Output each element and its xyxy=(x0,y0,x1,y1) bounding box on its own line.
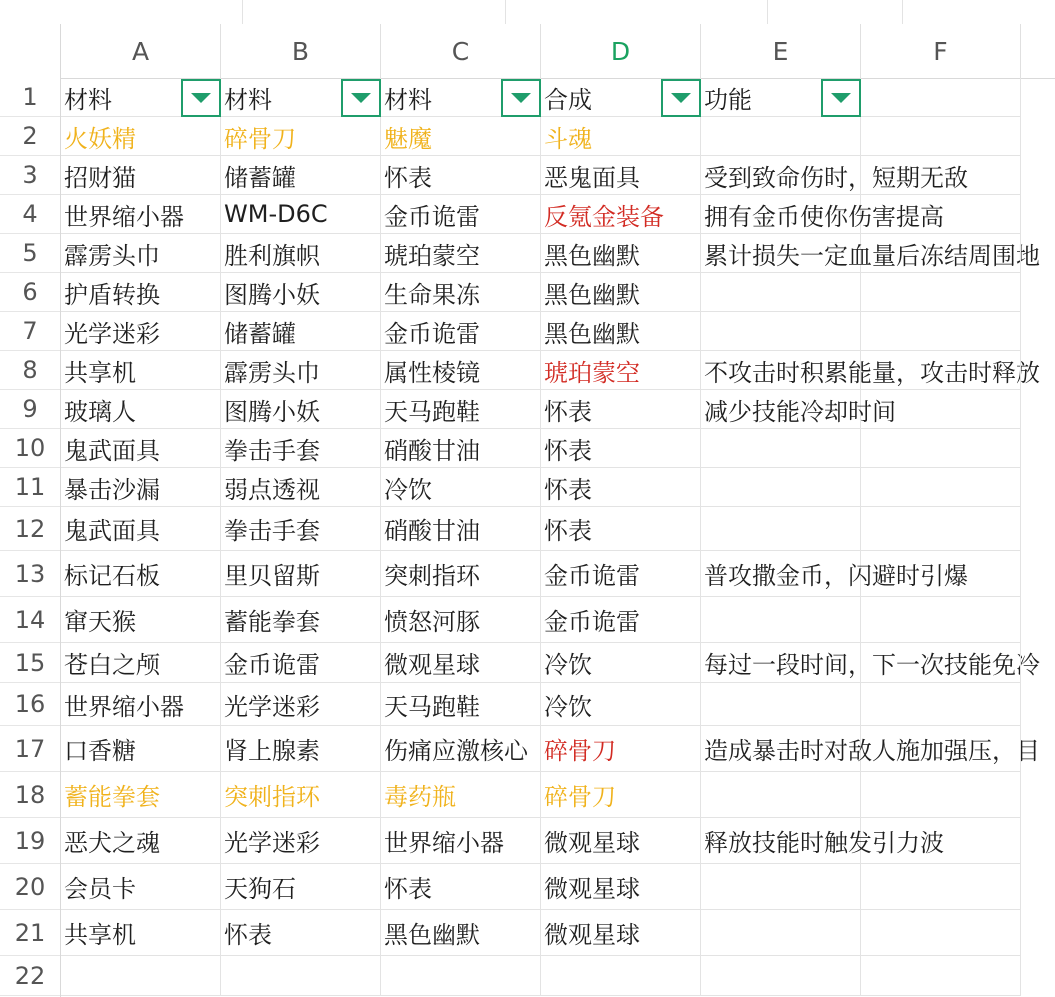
cell-c13[interactable]: 突刺指环 xyxy=(381,551,541,597)
cell-c16[interactable]: 天马跑鞋 xyxy=(381,683,541,726)
cell-a9[interactable]: 玻璃人 xyxy=(61,390,221,429)
cell-d15[interactable]: 冷饮 xyxy=(541,643,701,683)
column-header-a[interactable]: A xyxy=(61,24,221,78)
row-header[interactable]: 20 xyxy=(0,864,60,910)
cell-d9[interactable]: 怀表 xyxy=(541,390,701,429)
cell-b19[interactable]: 光学迷彩 xyxy=(221,818,381,864)
column-header-b[interactable]: B xyxy=(221,24,381,78)
row-header[interactable]: 21 xyxy=(0,910,60,956)
cell-e21[interactable] xyxy=(701,910,861,956)
cell-b13[interactable]: 里贝留斯 xyxy=(221,551,381,597)
cell-a20[interactable]: 会员卡 xyxy=(61,864,221,910)
filter-dropdown-d[interactable] xyxy=(661,79,701,117)
cell-c1[interactable]: 材料 xyxy=(381,78,541,117)
cell-b12[interactable]: 拳击手套 xyxy=(221,507,381,551)
toolbar-strip xyxy=(0,0,1055,25)
cell-b8[interactable]: 霹雳头巾 xyxy=(221,351,381,390)
cell-f9[interactable] xyxy=(861,390,1021,429)
cell-f3[interactable] xyxy=(861,156,1021,195)
cell-e9[interactable]: 减少技能冷却时间 xyxy=(701,390,861,429)
cell-d1[interactable]: 合成 xyxy=(541,78,701,117)
cell-a10[interactable]: 鬼武面具 xyxy=(61,429,221,468)
toolbar-segment xyxy=(506,0,768,24)
select-all-corner[interactable] xyxy=(0,24,61,78)
cell-grid xyxy=(61,78,1055,997)
toolbar-segment xyxy=(243,0,506,24)
cell-f18[interactable] xyxy=(861,772,1021,818)
cell-f5[interactable] xyxy=(861,234,1021,273)
row-header[interactable]: 4 xyxy=(0,195,60,234)
cell-e6[interactable] xyxy=(701,273,861,312)
filter-dropdown-b[interactable] xyxy=(341,79,381,117)
cell-b7[interactable]: 储蓄罐 xyxy=(221,312,381,351)
cell-f14[interactable] xyxy=(861,597,1021,643)
cell-b3[interactable]: 储蓄罐 xyxy=(221,156,381,195)
row-header[interactable]: 16 xyxy=(0,683,60,726)
cell-c3[interactable]: 怀表 xyxy=(381,156,541,195)
toolbar-segment xyxy=(0,0,243,24)
row-header[interactable]: 22 xyxy=(0,956,60,996)
cell-a15[interactable]: 苍白之颅 xyxy=(61,643,221,683)
cell-a17[interactable]: 口香糖 xyxy=(61,726,221,772)
row-header[interactable]: 13 xyxy=(0,551,60,597)
cell-f12[interactable] xyxy=(861,507,1021,551)
cell-d20[interactable]: 微观星球 xyxy=(541,864,701,910)
column-header-bar xyxy=(0,24,1055,79)
cell-a21[interactable]: 共享机 xyxy=(61,910,221,956)
cell-e10[interactable] xyxy=(701,429,861,468)
cell-b1[interactable]: 材料 xyxy=(221,78,381,117)
cell-c5[interactable]: 琥珀蒙空 xyxy=(381,234,541,273)
row-header[interactable]: 10 xyxy=(0,429,60,468)
cell-f15[interactable] xyxy=(861,643,1021,683)
cell-b16[interactable]: 光学迷彩 xyxy=(221,683,381,726)
cell-e18[interactable] xyxy=(701,772,861,818)
cell-e16[interactable] xyxy=(701,683,861,726)
cell-d12[interactable]: 怀表 xyxy=(541,507,701,551)
cell-d21[interactable]: 微观星球 xyxy=(541,910,701,956)
cell-c9[interactable]: 天马跑鞋 xyxy=(381,390,541,429)
cell-d6[interactable]: 黑色幽默 xyxy=(541,273,701,312)
row-header[interactable]: 8 xyxy=(0,351,60,390)
cell-e19[interactable]: 释放技能时触发引力波 xyxy=(701,818,861,864)
cell-b11[interactable]: 弱点透视 xyxy=(221,468,381,507)
cell-d4[interactable]: 反氪金装备 xyxy=(541,195,701,234)
cell-b5[interactable]: 胜利旗帜 xyxy=(221,234,381,273)
column-header-e[interactable]: E xyxy=(701,24,861,78)
cell-e13[interactable]: 普攻撒金币，闪避时引爆 xyxy=(701,551,861,597)
cell-c15[interactable]: 微观星球 xyxy=(381,643,541,683)
cell-e22[interactable] xyxy=(701,956,861,996)
cell-e20[interactable] xyxy=(701,864,861,910)
cell-e2[interactable] xyxy=(701,117,861,156)
cell-f21[interactable] xyxy=(861,910,1021,956)
cell-d17[interactable]: 碎骨刀 xyxy=(541,726,701,772)
dropdown-arrow-icon xyxy=(191,93,211,103)
cell-c8[interactable]: 属性棱镜 xyxy=(381,351,541,390)
cell-a8[interactable]: 共享机 xyxy=(61,351,221,390)
cell-d8[interactable]: 琥珀蒙空 xyxy=(541,351,701,390)
cell-f17[interactable] xyxy=(861,726,1021,772)
cell-f7[interactable] xyxy=(861,312,1021,351)
cell-e3[interactable]: 受到致命伤时，短期无敌 xyxy=(701,156,861,195)
cell-e12[interactable] xyxy=(701,507,861,551)
cell-d22[interactable] xyxy=(541,956,701,996)
cell-c12[interactable]: 硝酸甘油 xyxy=(381,507,541,551)
cell-a19[interactable]: 恶犬之魂 xyxy=(61,818,221,864)
dropdown-arrow-icon xyxy=(351,93,371,103)
cell-d11[interactable]: 怀表 xyxy=(541,468,701,507)
cell-a11[interactable]: 暴击沙漏 xyxy=(61,468,221,507)
cell-b15[interactable]: 金币诡雷 xyxy=(221,643,381,683)
row-header[interactable]: 11 xyxy=(0,468,60,507)
cell-c19[interactable]: 世界缩小器 xyxy=(381,818,541,864)
cell-b10[interactable]: 拳击手套 xyxy=(221,429,381,468)
column-header-c[interactable]: C xyxy=(381,24,541,78)
cell-d16[interactable]: 冷饮 xyxy=(541,683,701,726)
cell-f22[interactable] xyxy=(861,956,1021,996)
cell-f8[interactable] xyxy=(861,351,1021,390)
cell-a3[interactable]: 招财猫 xyxy=(61,156,221,195)
row-header[interactable]: 6 xyxy=(0,273,60,312)
cell-c22[interactable] xyxy=(381,956,541,996)
cell-f6[interactable] xyxy=(861,273,1021,312)
cell-c14[interactable]: 愤怒河豚 xyxy=(381,597,541,643)
cell-f4[interactable] xyxy=(861,195,1021,234)
cell-c17[interactable]: 伤痛应激核心 xyxy=(381,726,541,772)
row-header[interactable]: 1 xyxy=(0,78,60,117)
column-header-f[interactable]: F xyxy=(861,24,1021,78)
cell-a2[interactable]: 火妖精 xyxy=(61,117,221,156)
cell-c10[interactable]: 硝酸甘油 xyxy=(381,429,541,468)
cell-a5[interactable]: 霹雳头巾 xyxy=(61,234,221,273)
cell-a22[interactable] xyxy=(61,956,221,996)
row-header[interactable]: 19 xyxy=(0,818,60,864)
cell-c2[interactable]: 魅魔 xyxy=(381,117,541,156)
cell-f20[interactable] xyxy=(861,864,1021,910)
cell-b2[interactable]: 碎骨刀 xyxy=(221,117,381,156)
cell-a14[interactable]: 窜天猴 xyxy=(61,597,221,643)
row-header[interactable]: 15 xyxy=(0,643,60,683)
cell-e17[interactable]: 造成暴击时对敌人施加强压，目 xyxy=(701,726,861,772)
dropdown-arrow-icon xyxy=(511,93,531,103)
row-header[interactable]: 14 xyxy=(0,597,60,643)
cell-e5[interactable]: 累计损失一定血量后冻结周围地 xyxy=(701,234,861,273)
cell-d3[interactable]: 恶鬼面具 xyxy=(541,156,701,195)
cell-d2[interactable]: 斗魂 xyxy=(541,117,701,156)
cell-b20[interactable]: 天狗石 xyxy=(221,864,381,910)
row-header[interactable]: 9 xyxy=(0,390,60,429)
cell-c11[interactable]: 冷饮 xyxy=(381,468,541,507)
cell-f11[interactable] xyxy=(861,468,1021,507)
cell-e4[interactable]: 拥有金币使你伤害提高 xyxy=(701,195,861,234)
cell-e11[interactable] xyxy=(701,468,861,507)
cell-c21[interactable]: 黑色幽默 xyxy=(381,910,541,956)
cell-e7[interactable] xyxy=(701,312,861,351)
row-header[interactable]: 7 xyxy=(0,312,60,351)
toolbar-segment xyxy=(768,0,903,24)
cell-a6[interactable]: 护盾转换 xyxy=(61,273,221,312)
cell-c18[interactable]: 毒药瓶 xyxy=(381,772,541,818)
cell-a12[interactable]: 鬼武面具 xyxy=(61,507,221,551)
row-header[interactable]: 3 xyxy=(0,156,60,195)
cell-d10[interactable]: 怀表 xyxy=(541,429,701,468)
cell-a7[interactable]: 光学迷彩 xyxy=(61,312,221,351)
row-header[interactable]: 18 xyxy=(0,772,60,818)
cell-a16[interactable]: 世界缩小器 xyxy=(61,683,221,726)
cell-f13[interactable] xyxy=(861,551,1021,597)
row-header[interactable]: 12 xyxy=(0,507,60,551)
cell-a4[interactable]: 世界缩小器 xyxy=(61,195,221,234)
row-header-bar xyxy=(0,78,61,997)
cell-b14[interactable]: 蓄能拳套 xyxy=(221,597,381,643)
filter-dropdown-c[interactable] xyxy=(501,79,541,117)
row-header[interactable]: 5 xyxy=(0,234,60,273)
cell-b18[interactable]: 突刺指环 xyxy=(221,772,381,818)
cell-b21[interactable]: 怀表 xyxy=(221,910,381,956)
cell-f16[interactable] xyxy=(861,683,1021,726)
dropdown-arrow-icon xyxy=(671,93,691,103)
cell-a1[interactable]: 材料 xyxy=(61,78,221,117)
cell-e15[interactable]: 每过一段时间，下一次技能免冷 xyxy=(701,643,861,683)
filter-dropdown-a[interactable] xyxy=(181,79,221,117)
row-header[interactable]: 2 xyxy=(0,117,60,156)
cell-b6[interactable]: 图腾小妖 xyxy=(221,273,381,312)
filter-dropdown-e[interactable] xyxy=(821,79,861,117)
cell-c7[interactable]: 金币诡雷 xyxy=(381,312,541,351)
cell-a18[interactable]: 蓄能拳套 xyxy=(61,772,221,818)
cell-b9[interactable]: 图腾小妖 xyxy=(221,390,381,429)
cell-b4[interactable]: WM-D6C xyxy=(221,195,381,234)
cell-e1[interactable]: 功能 xyxy=(701,78,861,117)
cell-d5[interactable]: 黑色幽默 xyxy=(541,234,701,273)
cell-e14[interactable] xyxy=(701,597,861,643)
cell-e8[interactable]: 不攻击时积累能量，攻击时释放 xyxy=(701,351,861,390)
cell-f10[interactable] xyxy=(861,429,1021,468)
dropdown-arrow-icon xyxy=(831,93,851,103)
column-header-d[interactable]: D xyxy=(541,24,701,78)
cell-d19[interactable]: 微观星球 xyxy=(541,818,701,864)
cell-b17[interactable]: 肾上腺素 xyxy=(221,726,381,772)
row-header[interactable]: 17 xyxy=(0,726,60,772)
cell-c20[interactable]: 怀表 xyxy=(381,864,541,910)
cell-b22[interactable] xyxy=(221,956,381,996)
cell-f1[interactable] xyxy=(861,78,1021,117)
cell-c4[interactable]: 金币诡雷 xyxy=(381,195,541,234)
cell-f2[interactable] xyxy=(861,117,1021,156)
cell-d13[interactable]: 金币诡雷 xyxy=(541,551,701,597)
cell-d7[interactable]: 黑色幽默 xyxy=(541,312,701,351)
cell-f19[interactable] xyxy=(861,818,1021,864)
cell-a13[interactable]: 标记石板 xyxy=(61,551,221,597)
cell-d18[interactable]: 碎骨刀 xyxy=(541,772,701,818)
cell-c6[interactable]: 生命果冻 xyxy=(381,273,541,312)
cell-d14[interactable]: 金币诡雷 xyxy=(541,597,701,643)
